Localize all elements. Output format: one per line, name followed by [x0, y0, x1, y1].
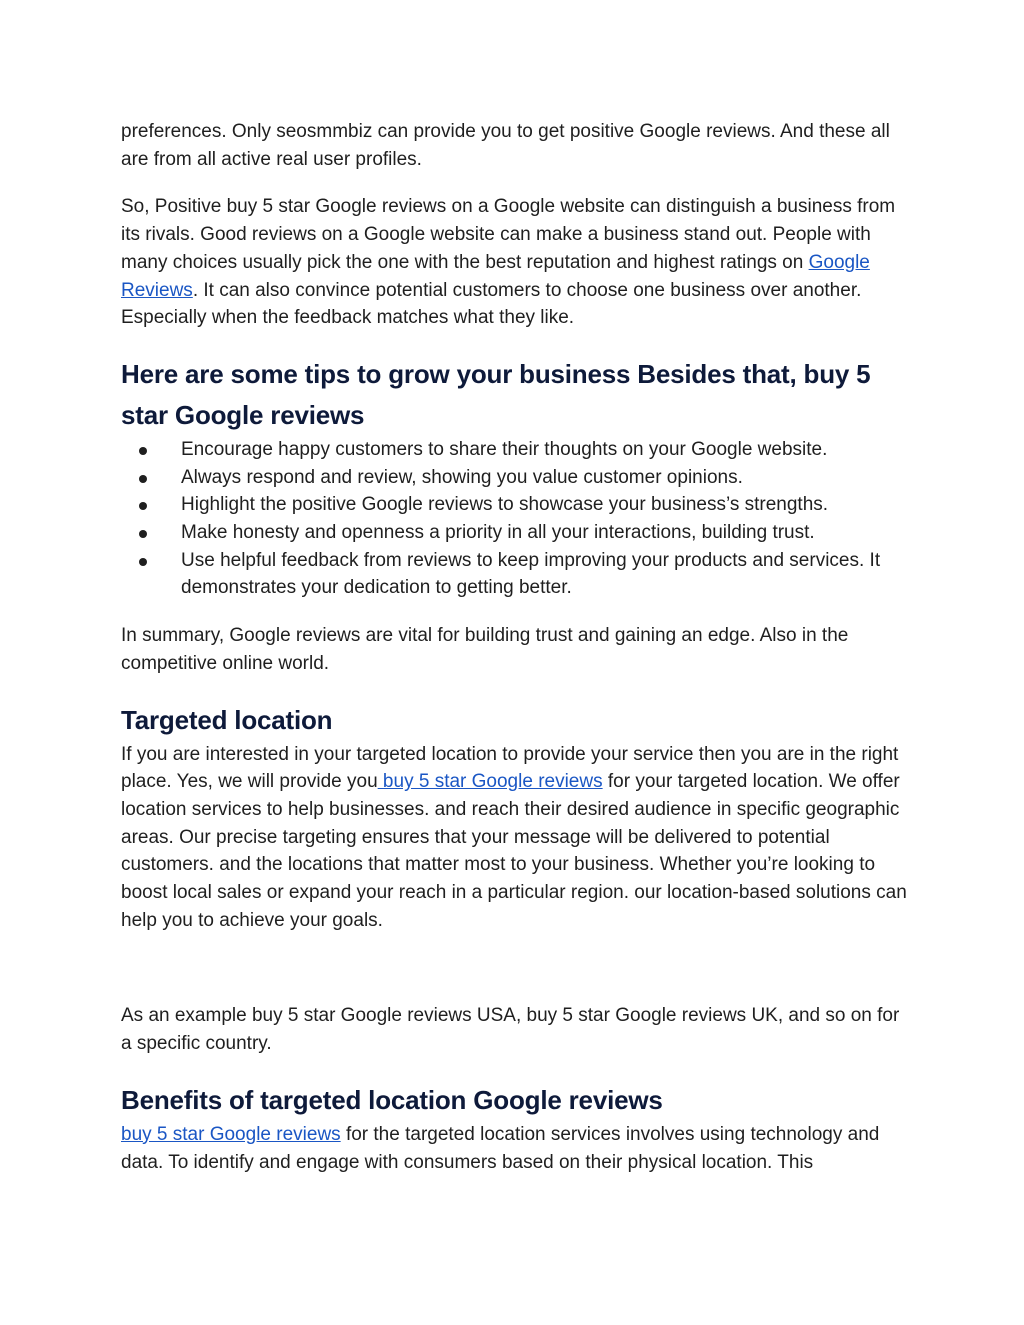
list-item-text: Highlight the positive Google reviews to showcase your business’s strengths. [181, 494, 829, 516]
list-item [121, 491, 911, 519]
benefits-text-after: for the targeted location services involves using technology and data. To identify and engage with consumers based on their physical location. This [121, 1123, 880, 1173]
list-item [121, 519, 911, 547]
summary-paragraph: In summary, Google reviews are vital for building trust and gaining an edge. Also in the competitive online world. [121, 625, 849, 674]
targeted-location-paragraph [121, 741, 911, 935]
document-page [121, 118, 911, 1176]
benefits-heading: Benefits of targeted location Google reviews [121, 1084, 663, 1115]
bullet-icon [139, 447, 147, 455]
list-item [121, 547, 911, 602]
example-paragraph: As an example buy 5 star Google reviews USA, buy 5 star Google reviews UK, and so on for a specific country. [121, 1005, 900, 1055]
list-item-text: Use helpful feedback from reviews to keep improving your products and services. It demonstrates your dedication to getting better. [181, 549, 881, 599]
buy-reviews-link[interactable]: buy 5 star Google reviews [377, 771, 603, 793]
rivals-paragraph [121, 193, 911, 332]
bullet-icon [139, 502, 147, 510]
targeted-text-before: If you are interested in your targeted location to provide your service then you are in the right place. Yes, we will provide you [121, 743, 899, 793]
rivals-text-after: . It can also convince potential customers to choose one business over another. Especially when the feedback matches what they like. [121, 279, 862, 329]
intro-paragraph: preferences. Only seosmmbiz can provide you to get positive Google reviews. And these all are from all active real user profiles. [121, 121, 890, 170]
list-item-text: Encourage happy customers to share their thoughts on your Google website. [181, 438, 828, 460]
list-item-text: Make honesty and openness a priority in all your interactions, building trust. [181, 522, 815, 544]
list-item-text: Always respond and review, showing you value customer opinions. [181, 466, 743, 488]
tips-heading: Here are some tips to grow your business Besides that, buy 5 star Google reviews [121, 358, 871, 430]
list-item [121, 464, 911, 492]
bullet-icon [139, 558, 147, 566]
targeted-location-heading: Targeted location [121, 704, 333, 735]
rivals-text-before: So, Positive buy 5 star Google reviews on a Google website can distinguish a business from its rivals. Good reviews on a Google website can make a business stand out. People with many choices usually pick the one with the best reputation and highest ratings on [121, 196, 896, 273]
targeted-text-after: for your targeted location. We offer location services to help businesses. and reach their desired audience in specific geographic areas. Our precise targeting ensures that your message will be delivered to potential customers. and the locations that matter most to your business. Whether you’re looking to boost local sales or expand your reach in a particular region. our location-based solutions can help you to achieve your goals. [121, 771, 907, 931]
tips-list [121, 436, 911, 602]
buy-reviews-link-benefits[interactable]: buy 5 star Google reviews [121, 1123, 341, 1145]
benefits-paragraph [121, 1121, 911, 1176]
list-item [121, 436, 911, 464]
google-reviews-link[interactable]: Google Reviews [121, 251, 870, 301]
bullet-icon [139, 530, 147, 538]
bullet-icon [139, 475, 147, 483]
